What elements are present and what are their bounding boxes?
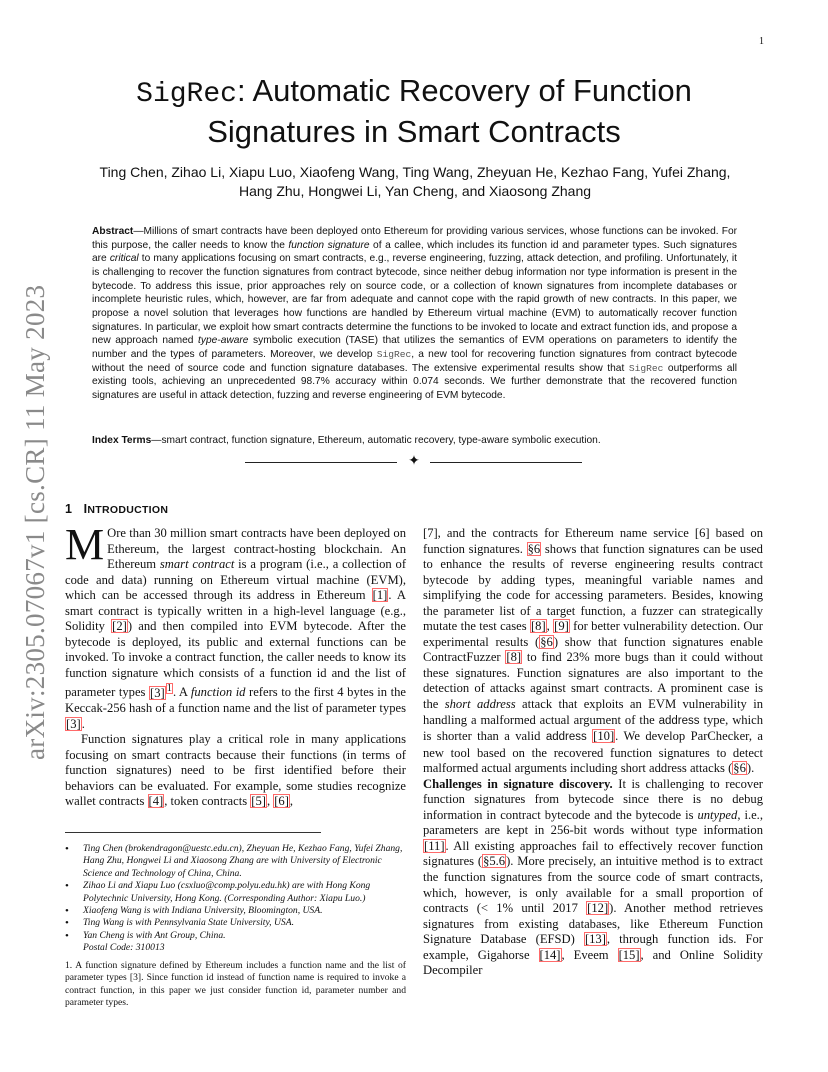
author-list xyxy=(70,163,760,201)
citation-link[interactable]: [4] xyxy=(148,794,164,809)
left-column xyxy=(65,520,407,810)
authors-line1: Ting Chen, Zihao Li, Xiapu Luo, Xiaofeng Wang, Ting Wang, Zheyuan He, Kezhao Fang, Yufei Zhang, xyxy=(99,164,731,180)
section-title-initial: I xyxy=(83,502,88,516)
affiliation-item: • Zihao Li and Xiapu Luo (csxluo@comp.polyu.edu.hk) are with Hong Kong Polytechnic University, Hong Kong. (Corresponding Author: Xiapu Luo.) xyxy=(65,880,406,905)
body-text: . A smart contract is typically written in a high-level language (e.g., Solidity xyxy=(65,588,406,634)
page-number: 1 xyxy=(759,36,764,47)
section-link[interactable]: §6 xyxy=(540,634,553,649)
body-text: Function signatures play a critical role in many applications focusing on smart contracts because their functions (in terms of function signatures) need to be first identified before their behaviors can be evaluated. For example, some studies recognize wallet contracts xyxy=(65,732,406,809)
body-text: , Eveem xyxy=(561,947,618,962)
body-text: type, which is shorter than a valid xyxy=(423,712,763,744)
body-emphasis: untyped xyxy=(697,807,738,822)
intro-paragraph-continued xyxy=(423,526,763,777)
citation-link[interactable]: [5] xyxy=(251,794,266,809)
citation-link[interactable]: [14] xyxy=(539,947,561,962)
body-text: , xyxy=(266,794,274,809)
body-text: , token contracts xyxy=(164,794,251,809)
abstract-tool-name: SigRec xyxy=(376,348,412,360)
body-text: . We develop ParChecker, a new tool based on the recovered function signatures to detect malformed actual arguments including short address attacks ( xyxy=(423,729,763,776)
citation-link[interactable]: [3] xyxy=(150,685,165,700)
abstract-text: to many applications focusing on smart contracts, e.g., reverse engineering, fuzzing, attack detection, and profiling. Unfortunately, it is challenging to recover the function signatures from contract bytecode, since neither debug information nor type information is present in the bytecode. To address this issue, prior approaches rely on source code, or a collection of known signatures from incomplete databases or incomplete heuristic rules, which, however, are far from adequate and cannot cope with the rapid growth of new contracts. In this paper, we propose a novel solution that leverages how functions are handled by Ethereum virtual machine (EVM) to automatically recover function signatures. In particular, we exploit how smart contracts determine the functions to be invoked to locate and extract function ids, and propose a new approach named xyxy=(92,253,737,347)
affiliation-item: • Xiaofeng Wang is with Indiana University, Bloomington, USA. xyxy=(65,905,406,917)
body-emphasis: short address xyxy=(444,697,516,712)
abstract-emphasis: critical xyxy=(109,253,139,265)
citation-link[interactable]: [10] xyxy=(593,729,615,744)
code-term: address xyxy=(545,731,587,744)
body-text: ). Another method retrieves signatures from existing databases, like Ethereum Function Signature Database (EFSD) xyxy=(423,901,763,947)
body-emphasis: function id xyxy=(190,685,246,700)
citation-link[interactable]: [1] xyxy=(372,588,388,603)
abstract-tool-name: SigRec xyxy=(628,362,664,374)
index-terms-text: —smart contract, function signature, Ethereum, automatic recovery, type-aware symbolic execution. xyxy=(151,435,601,446)
abstract-label: Abstract xyxy=(92,226,134,237)
body-text: It is challenging to recover function signatures from bytecode since there is no debug information in contract bytecode and the bytecode is xyxy=(423,776,764,822)
citation-link[interactable]: [11] xyxy=(424,838,445,853)
footnote-link[interactable]: 1 xyxy=(166,683,172,695)
body-text: refers to the first 4 bytes in the Keccak-256 hash of a function name and the list of parameter types xyxy=(65,685,406,716)
body-text: . A xyxy=(172,685,191,700)
section-divider-left xyxy=(245,462,397,463)
section-link[interactable]: §6 xyxy=(527,541,541,556)
intro-paragraph-2 xyxy=(65,732,406,810)
body-text: , i.e., parameters are kept in 256-bit words without type information xyxy=(423,807,763,838)
affiliation-item: • Ting Wang is with Pennsylvania State University, USA. xyxy=(65,917,406,929)
body-text: , and Online Solidity Decompiler xyxy=(423,947,763,978)
affiliation-item: • Yan Cheng is with Ant Group, China. xyxy=(65,930,406,942)
citation-link[interactable]: [8] xyxy=(530,619,546,634)
abstract-text: symbolic execution (TASE) that utilizes the semantics of EVM operations on parameters to identify the number and the types of parameters. Moreover, we develop xyxy=(92,335,738,360)
abstract-text: outperforms all existing tools, achieving an unprecedented 98.7% accuracy within 0.074 seconds. We further demonstrate that the recovered function signatures are useful in attack detection, fuzzing and reverse engineering of EVM bytecode. xyxy=(92,362,737,401)
index-terms-label: Index Terms xyxy=(92,435,152,446)
affiliation-item: • Ting Chen (brokendragon@uestc.edu.cn), Zheyuan He, Kezhao Fang, Yufei Zhang, Hang Zhu, Hongwei Li and Xiaosong Zhang are with University of Electronic Science and Technology of China, China. xyxy=(65,843,406,880)
title-tool-name: SigRec xyxy=(136,79,237,110)
body-text: for better vulnerability detection. Our experimental results ( xyxy=(423,619,764,649)
body-text: ). xyxy=(746,761,755,776)
section-title-rest: NTRODUCTION xyxy=(87,504,169,516)
body-text: , xyxy=(546,619,554,634)
body-text: ) and then compiled into EVM bytecode. After the bytecode is deployed, its public and external functions can be invoked. To invoke a contract function, the caller needs to know its function signature which consists of a function id and the list of parameter types xyxy=(65,619,406,700)
citation-link[interactable]: [3] xyxy=(66,716,81,731)
body-text: . xyxy=(81,716,85,731)
intro-paragraph-1 xyxy=(65,520,407,732)
citation-link[interactable]: [9] xyxy=(554,619,569,634)
abstract-text: , a new tool for recovering function signatures from contract bytecode without the need of source code and function signature databases. The extensive experimental results show that xyxy=(92,348,737,374)
body-text: shows that function signatures can be used to enhance the results of reverse engineering results contract bytecode by adding types, meaningful variable names and simplifying the code for accessing parameters. Besides, knowing the parameter list of a target function, a fuzzer can strategically mutate the test cases xyxy=(423,541,763,634)
abstract-text: of a callee, which includes its function id and parameter types. Such signatures are xyxy=(92,239,738,265)
section-divider-right xyxy=(430,462,582,463)
footnote: 1. A function signature defined by Ethereum includes a function name and the list of parameter types [3]. Since function id instead of function name is required to invoke a contract function, in this paper we just consider function id, parameter number and parameter types. xyxy=(65,960,406,1008)
body-text: is a program (i.e., a collection of code and data) running on Ethereum virtual machine (EVM), which can be accessed through its address in Ethereum xyxy=(65,557,407,603)
challenges-paragraph xyxy=(423,777,763,979)
section-number: 1 xyxy=(65,502,73,516)
citation-link[interactable]: [13] xyxy=(584,932,606,947)
citation-link[interactable]: [2] xyxy=(112,619,127,634)
postal-code: Postal Code: 310013 xyxy=(83,942,165,954)
abstract xyxy=(92,225,737,403)
abstract-emphasis: type-aware xyxy=(198,335,249,347)
code-term: address xyxy=(658,714,700,727)
body-text: ). More precisely, an intuitive method is to extract the function signatures from the source code of smart contracts, which, however, is only available for a small proportion of contracts (< 1% until 2017 xyxy=(423,854,764,916)
section-link[interactable]: §5.6 xyxy=(483,854,506,869)
drop-cap: M xyxy=(65,520,105,569)
citation-link[interactable]: [15] xyxy=(618,947,640,962)
citation-link[interactable]: [12] xyxy=(587,901,609,916)
body-text: to find 23% more bugs than it could without these signatures. Function signatures are also important to the detection of attacks against smart contracts. A prominent case is the xyxy=(423,650,764,712)
body-text: [7], and the contracts for Ethereum name service [6] based on function signatures. xyxy=(423,526,763,556)
body-text: attack that exploits an EVM vulnerability in handling a malformed actual argument of the xyxy=(423,697,763,727)
body-text: , through function ids. For example, Gigahorse xyxy=(423,932,763,962)
authors-line2: Hang Zhu, Hongwei Li, Yan Cheng, and Xiaosong Zhang xyxy=(238,183,592,199)
body-emphasis: smart contract xyxy=(159,557,235,572)
footnote-rule xyxy=(65,832,321,833)
body-text: . All existing approaches fail to effectively recover function signatures ( xyxy=(423,838,763,869)
body-text: , xyxy=(289,794,294,809)
section-link[interactable]: §6 xyxy=(733,761,746,776)
abstract-emphasis: function signature xyxy=(288,239,370,251)
citation-link[interactable]: [6] xyxy=(274,794,289,809)
paragraph-heading: Challenges in signature discovery. xyxy=(423,776,613,791)
divider-ornament-icon: ✦ xyxy=(408,454,420,469)
section-heading xyxy=(65,502,168,516)
arxiv-watermark: arXiv:2305.07067v1 [cs.CR] 11 May 2023 xyxy=(20,284,50,760)
abstract-text: —Millions of smart contracts have been deployed onto Ethereum for providing various services, whose functions can be invoked. For this purpose, the caller needs to know the xyxy=(92,226,737,251)
index-terms xyxy=(92,434,737,448)
body-text: Ore than 30 million smart contracts have been deployed on Ethereum, the largest contract-hosting blockchain. An Ethereum xyxy=(107,526,406,572)
right-column xyxy=(423,526,763,979)
body-text: ) show that function signatures enable ContractFuzzer xyxy=(423,634,763,665)
citation-link[interactable]: [8] xyxy=(506,650,522,665)
paper-title xyxy=(60,72,768,150)
title-line1: : Automatic Recovery of Function xyxy=(236,73,692,108)
title-line2: Signatures in Smart Contracts xyxy=(207,114,621,149)
author-affiliations xyxy=(65,843,406,955)
